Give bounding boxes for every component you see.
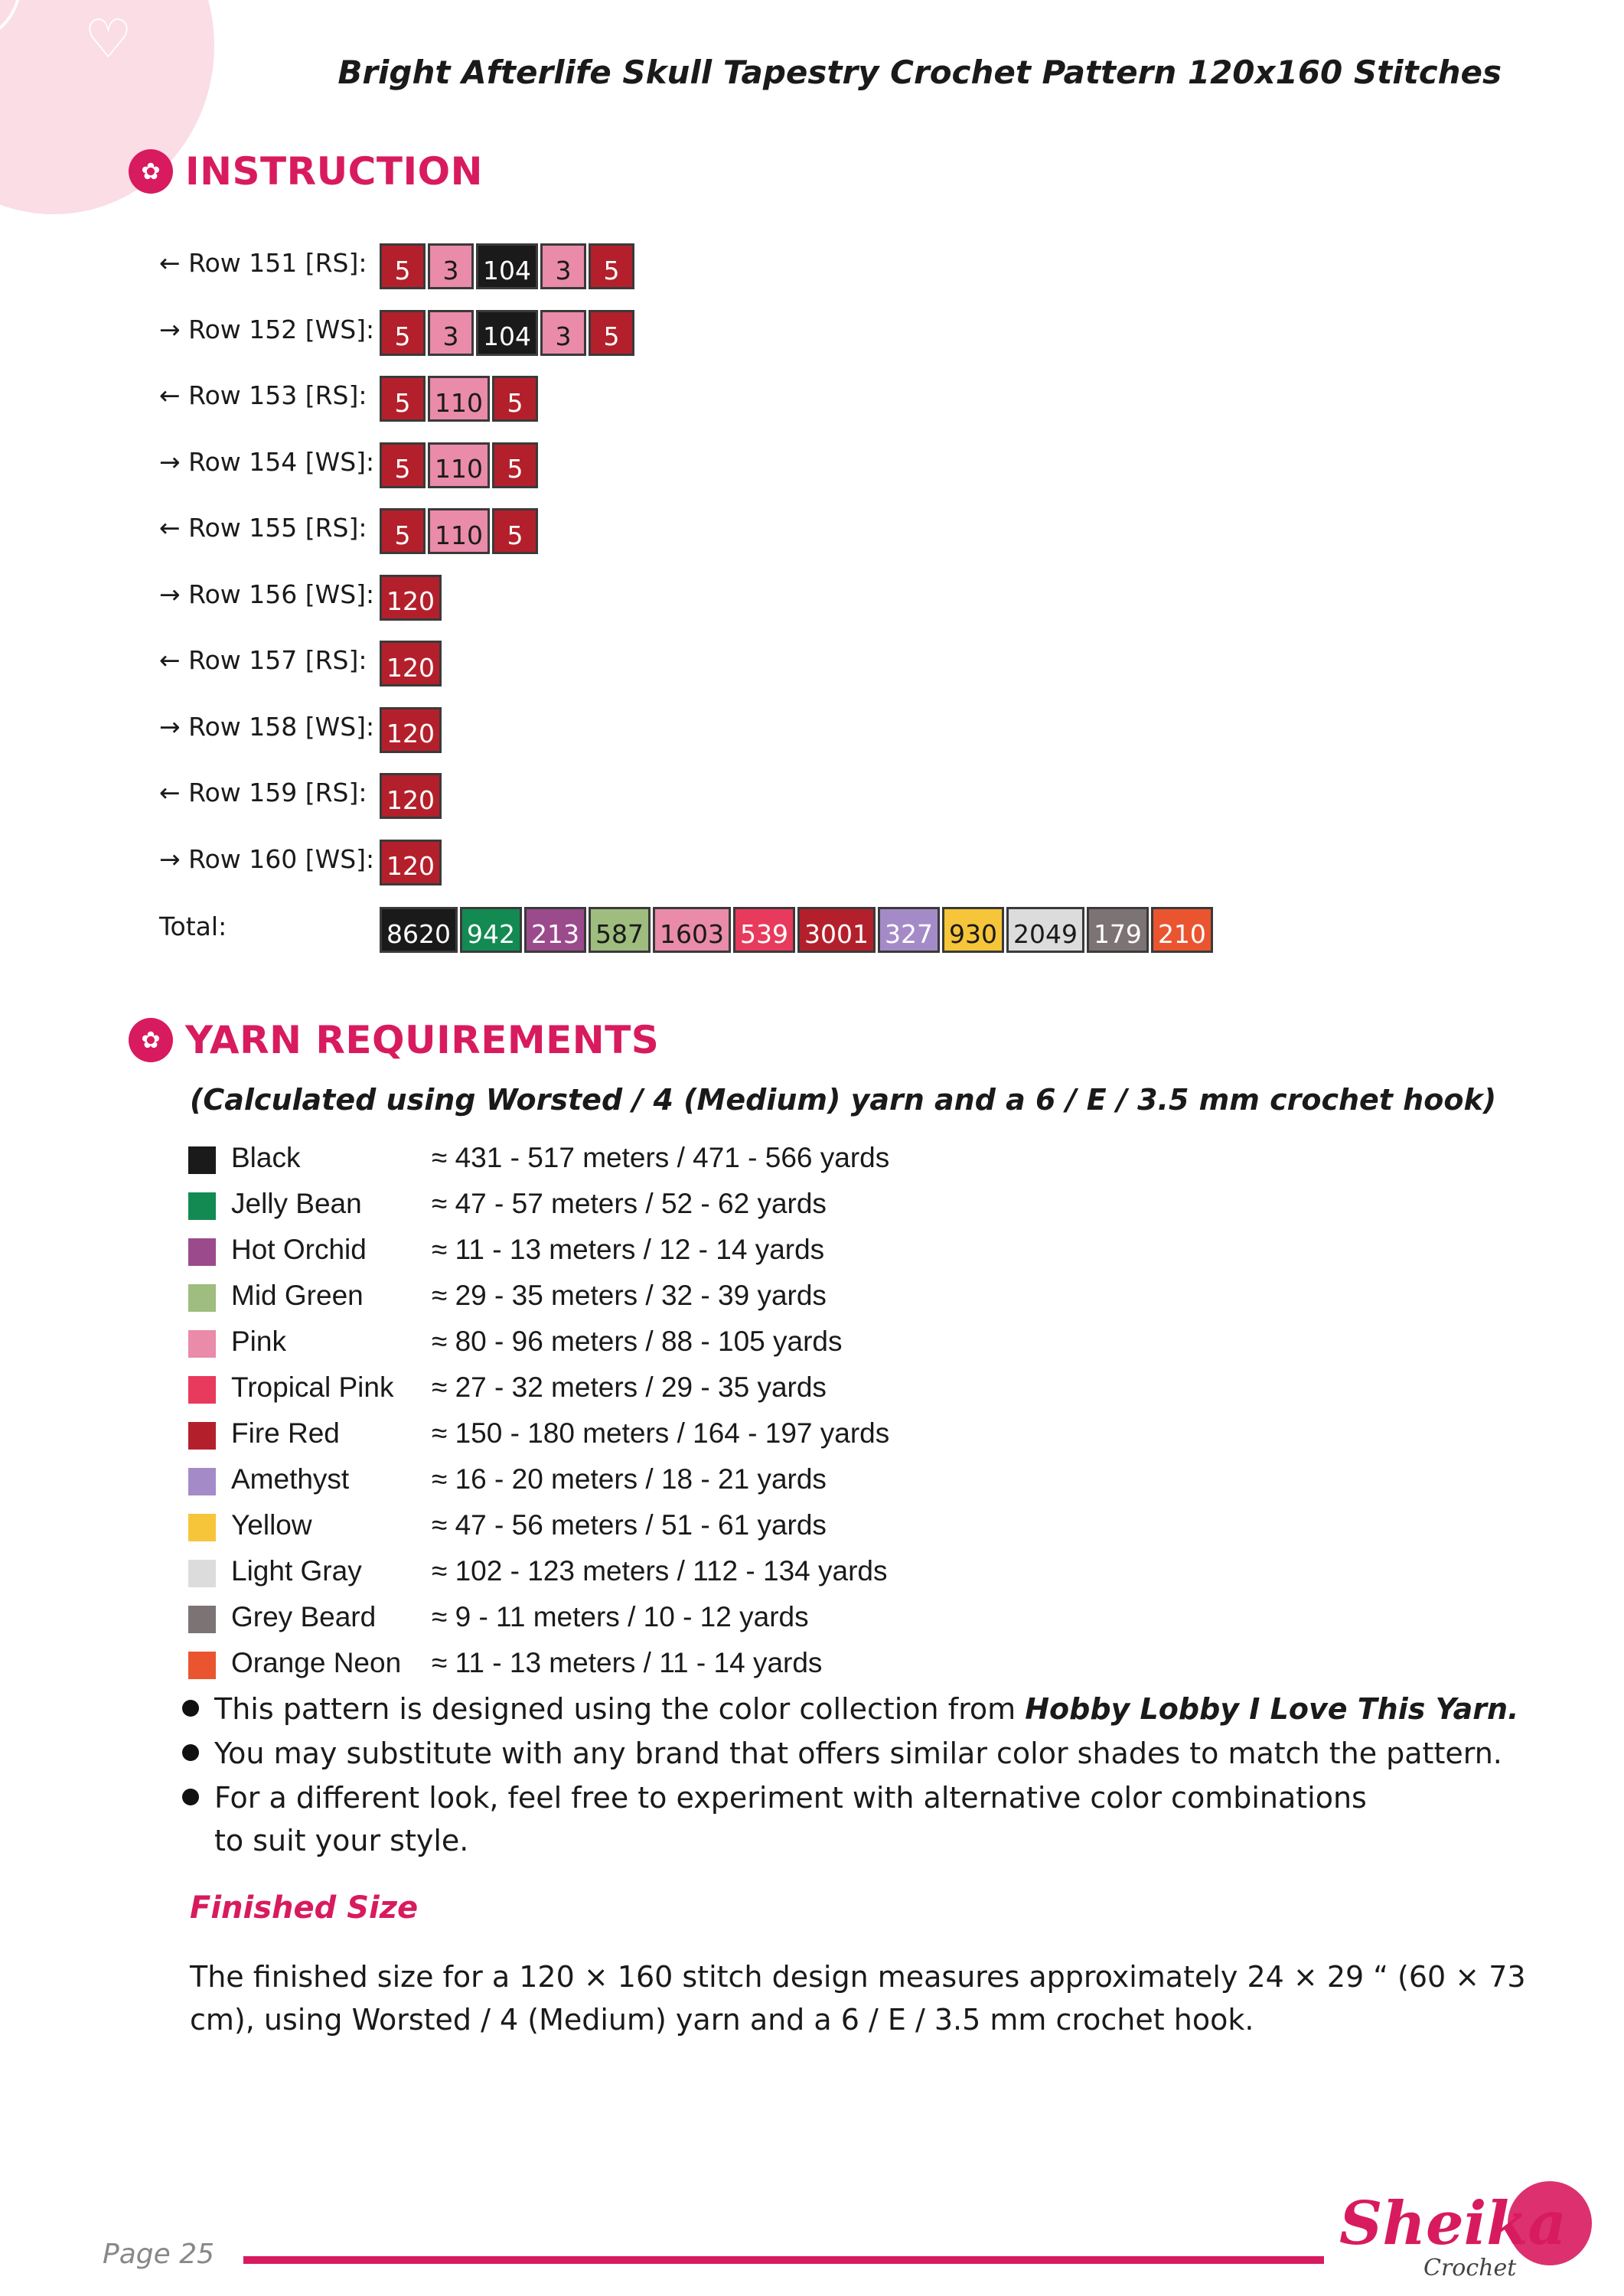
finished-size-text: The finished size for a 120 × 160 stitch design measures approximately 24 × 29 “ (60 × 73 cm), using Worsted / 4 (Medium) yarn and a 6 / E / 3.5 mm crochet hook. (190, 1960, 1526, 2037)
yarn-ball-icon: ✿ (129, 1018, 173, 1062)
stitch-cells (380, 243, 637, 289)
yarn-item (188, 1645, 1107, 1688)
yarn-color-name: Hot Orchid (231, 1234, 367, 1265)
stitch-cells (380, 310, 637, 356)
instruction-row (159, 304, 1460, 353)
yarn-amount: ≈ 47 - 57 meters / 52 - 62 yards (432, 1188, 827, 1219)
yarn-ball-icon (0, 0, 21, 44)
stitch-count-cell: 1603 (653, 907, 731, 953)
instruction-row (159, 370, 1460, 419)
yarn-amount: ≈ 47 - 56 meters / 51 - 61 yards (432, 1509, 827, 1541)
stitch-cells (380, 641, 444, 687)
stitch-cells (380, 907, 1215, 953)
instruction-row (159, 833, 1460, 882)
yarn-amount: ≈ 102 - 123 meters / 112 - 134 yards (432, 1555, 888, 1587)
stitch-count-cell: 2049 (1006, 907, 1084, 953)
yarn-item (188, 1324, 1107, 1367)
row-label: ← Row 155 [RS]: (159, 513, 367, 543)
footer-divider (243, 2256, 1324, 2264)
row-label: ← Row 151 [RS]: (159, 248, 367, 278)
note-text: This pattern is designed using the color collection from (214, 1692, 1026, 1726)
instruction-row (159, 569, 1460, 618)
instruction-row (159, 701, 1460, 750)
row-label: ← Row 159 [RS]: (159, 778, 367, 807)
color-swatch (188, 1330, 216, 1358)
yarn-item (188, 1186, 1107, 1229)
color-swatch (188, 1560, 216, 1587)
row-label: ← Row 157 [RS]: (159, 645, 367, 675)
instruction-heading (129, 149, 483, 194)
yarn-item (188, 1232, 1107, 1275)
stitch-count-cell: 587 (589, 907, 651, 953)
yarn-requirements-heading (129, 1018, 659, 1062)
stitch-count-cell: 104 (476, 243, 538, 289)
stitch-count-cell: 3001 (797, 907, 876, 953)
stitch-count-cell: 5 (492, 508, 538, 554)
yarn-amount: ≈ 16 - 20 meters / 18 - 21 yards (432, 1463, 827, 1495)
stitch-count-cell: 120 (380, 840, 442, 885)
row-label: Total: (159, 912, 227, 941)
stitch-count-cell: 120 (380, 773, 442, 819)
row-label: → Row 152 [WS]: (159, 314, 375, 344)
stitch-count-cell: 3 (540, 310, 586, 356)
yarn-color-name: Orange Neon (231, 1647, 402, 1678)
yarn-calculation-note: (Calculated using Worsted / 4 (Medium) yarn and a 6 / E / 3.5 mm crochet hook) (190, 1083, 1497, 1117)
yarn-color-name: Black (231, 1142, 301, 1173)
yarn-color-name: Light Gray (231, 1555, 362, 1587)
color-swatch (188, 1514, 216, 1541)
instruction-row (159, 634, 1460, 683)
color-swatch (188, 1238, 216, 1266)
stitch-count-cell: 5 (380, 508, 426, 554)
bullet-icon (182, 1744, 199, 1761)
document-title: Bright Afterlife Skull Tapestry Crochet Pattern 120x160 Stitches (338, 54, 1502, 91)
yarn-item (188, 1140, 1107, 1183)
logo-wordmark: Sheika (1339, 2189, 1567, 2258)
instruction-row (159, 436, 1460, 485)
stitch-count-cell: 5 (380, 310, 426, 356)
yarn-amount: ≈ 9 - 11 meters / 10 - 12 yards (432, 1601, 809, 1632)
color-swatch (188, 1284, 216, 1312)
total-row (159, 901, 1460, 950)
instruction-title: INSTRUCTION (185, 149, 483, 194)
stitch-count-cell: 5 (492, 376, 538, 422)
color-swatch (188, 1606, 216, 1633)
finished-size-heading: Finished Size (190, 1890, 419, 1926)
yarn-item (188, 1508, 1107, 1551)
yarn-requirements-title: YARN REQUIREMENTS (185, 1018, 660, 1062)
stitch-count-cell: 213 (524, 907, 586, 953)
stitch-count-cell: 327 (878, 907, 940, 953)
yarn-item (188, 1462, 1107, 1505)
stitch-count-cell: 5 (380, 376, 426, 422)
instruction-row (159, 767, 1460, 816)
color-swatch (188, 1376, 216, 1404)
stitch-count-cell: 539 (733, 907, 795, 953)
stitch-count-cell: 110 (428, 442, 490, 488)
logo-subtitle: Crochet (1423, 2255, 1517, 2281)
instruction-row (159, 502, 1460, 551)
stitch-count-cell: 3 (540, 243, 586, 289)
stitch-count-cell: 120 (380, 707, 442, 753)
row-label: → Row 154 [WS]: (159, 446, 375, 477)
stitch-cells (380, 376, 540, 422)
stitch-count-cell: 942 (460, 907, 522, 953)
yarn-amount: ≈ 27 - 32 meters / 29 - 35 yards (432, 1371, 827, 1403)
brand-logo (1332, 2181, 1607, 2288)
stitch-count-cell: 3 (428, 310, 474, 356)
yarn-color-name: Amethyst (231, 1463, 350, 1495)
yarn-amount: ≈ 431 - 517 meters / 471 - 566 yards (432, 1142, 890, 1173)
page-number: Page 25 (103, 2239, 215, 2270)
yarn-amount: ≈ 80 - 96 meters / 88 - 105 yards (432, 1326, 843, 1357)
stitch-cells (380, 575, 444, 621)
yarn-item (188, 1554, 1107, 1596)
yarn-brand: Hobby Lobby I Love This Yarn. (1025, 1692, 1519, 1726)
row-label: → Row 160 [WS]: (159, 843, 375, 874)
stitch-count-cell: 5 (589, 243, 634, 289)
stitch-cells (380, 707, 444, 753)
color-swatch (188, 1652, 216, 1679)
stitch-count-cell: 120 (380, 641, 442, 687)
stitch-count-cell: 210 (1151, 907, 1213, 953)
stitch-count-cell: 179 (1087, 907, 1149, 953)
bullet-icon (182, 1700, 199, 1717)
stitch-count-cell: 5 (589, 310, 634, 356)
stitch-count-cell: 5 (492, 442, 538, 488)
yarn-item (188, 1600, 1107, 1642)
stitch-count-cell: 110 (428, 508, 490, 554)
stitch-count-cell: 5 (380, 243, 426, 289)
stitch-cells (380, 508, 540, 554)
stitch-cells (380, 840, 444, 885)
stitch-count-cell: 5 (380, 442, 426, 488)
yarn-amount: ≈ 11 - 13 meters / 12 - 14 yards (432, 1234, 825, 1265)
note-text-continued: to suit your style. (214, 1824, 469, 1857)
color-swatch (188, 1146, 216, 1174)
color-swatch (188, 1422, 216, 1450)
bullet-icon (182, 1789, 199, 1805)
stitch-count-cell: 110 (428, 376, 490, 422)
yarn-color-name: Jelly Bean (231, 1188, 362, 1219)
yarn-amount: ≈ 11 - 13 meters / 11 - 14 yards (432, 1647, 823, 1678)
row-label: → Row 158 [WS]: (159, 711, 375, 742)
stitch-count-cell: 8620 (380, 907, 458, 953)
note-text: You may substitute with any brand that offers similar color shades to match the pattern. (214, 1737, 1502, 1770)
color-swatch (188, 1192, 216, 1220)
stitch-count-cell: 930 (942, 907, 1004, 953)
row-label: ← Row 153 [RS]: (159, 380, 367, 410)
yarn-color-name: Mid Green (231, 1280, 364, 1311)
yarn-color-name: Tropical Pink (231, 1371, 394, 1403)
stitch-count-cell: 3 (428, 243, 474, 289)
yarn-ball-icon: ✿ (129, 149, 173, 194)
color-swatch (188, 1468, 216, 1495)
stitch-count-cell: 120 (380, 575, 442, 621)
stitch-count-cell: 104 (476, 310, 538, 356)
yarn-color-name: Pink (231, 1326, 286, 1357)
note-text: For a different look, feel free to experiment with alternative color combinations (214, 1781, 1367, 1815)
yarn-amount: ≈ 150 - 180 meters / 164 - 197 yards (432, 1417, 890, 1449)
stitch-cells (380, 773, 444, 819)
stitch-cells (380, 442, 540, 488)
yarn-item (188, 1416, 1107, 1459)
yarn-item (188, 1278, 1107, 1321)
row-label: → Row 156 [WS]: (159, 579, 375, 609)
yarn-amount: ≈ 29 - 35 meters / 32 - 39 yards (432, 1280, 827, 1311)
yarn-color-name: Yellow (231, 1509, 312, 1541)
heart-icon: ♡ (84, 8, 132, 70)
yarn-color-name: Fire Red (231, 1417, 340, 1449)
yarn-item (188, 1370, 1107, 1413)
instruction-row (159, 237, 1460, 286)
yarn-color-name: Grey Beard (231, 1601, 377, 1632)
